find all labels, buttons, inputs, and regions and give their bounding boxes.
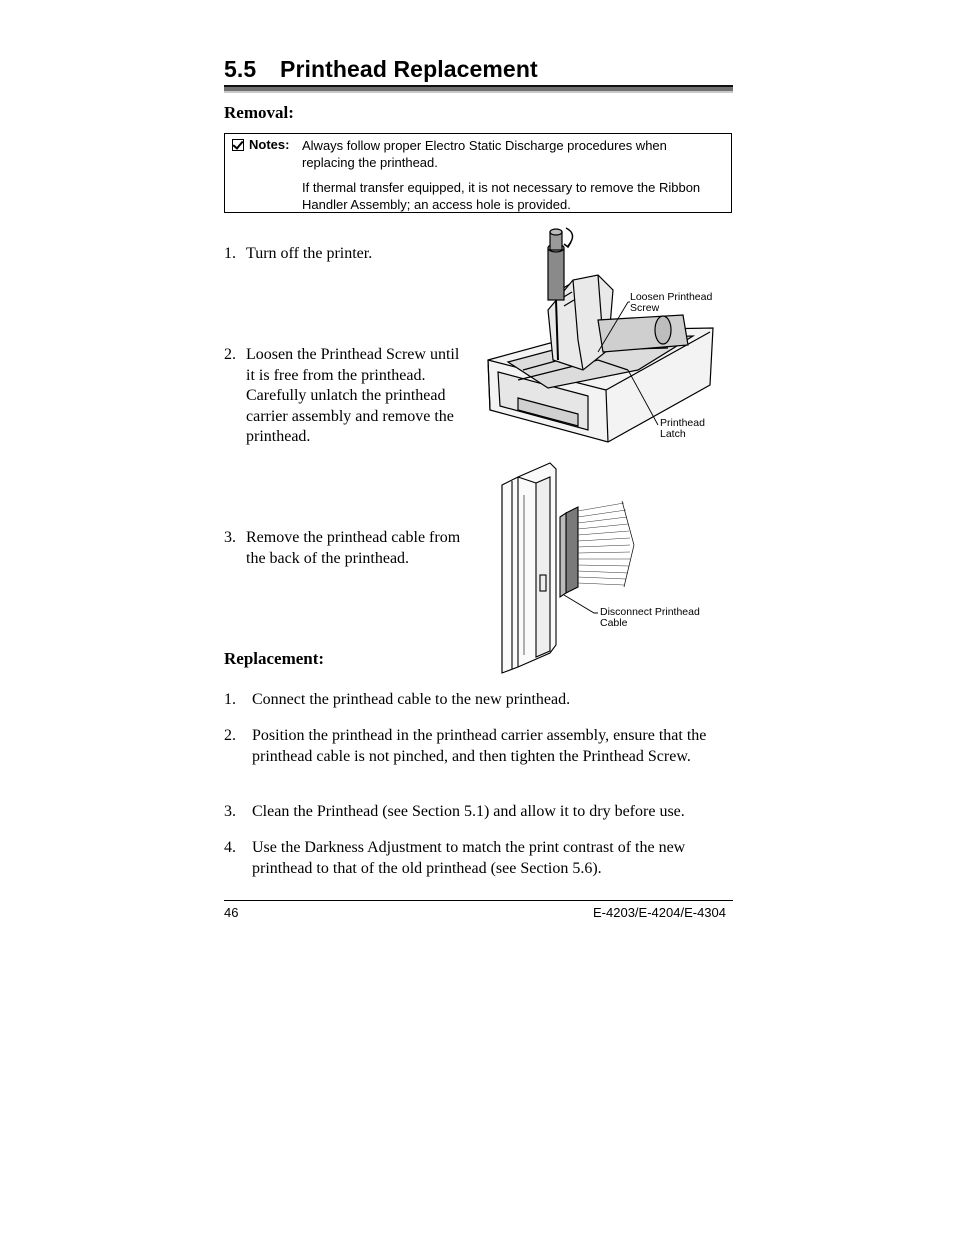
printer-illustration [478,220,734,450]
step-text: Turn off the printer. [246,245,373,262]
step-text: Loosen the Printhead Screw until it is free from the printhead. Carefully unlatch the printhead carrier assembly and remove the printhead. [246,346,460,445]
notes-label-text: Notes: [249,137,290,152]
step-text: Use the Darkness Adjustment to match the print contrast of the new printhead to that of the old printhead (see Section 5.6). [252,839,686,877]
section-title-text: Printhead Replacement [280,56,538,82]
step-number: 2. [224,727,236,744]
replacement-step [224,690,724,712]
step-number: 3. [224,803,236,820]
notes-box [224,133,732,213]
replacement-step [224,802,724,824]
note-item: If thermal transfer equipped, it is not necessary to remove the Ribbon Handler Assembly; an access hole is provided. [302,180,701,212]
step-number: 2. [224,346,236,363]
section-title [224,56,538,83]
step-number: 4. [224,839,236,856]
title-rule-line [224,85,733,87]
step-number: 1. [224,245,236,262]
section-number: 5.5 [224,56,257,82]
callout-cable-line2: Cable [600,617,628,629]
step-text: Remove the printhead cable from the back of the printhead. [246,529,461,567]
page-number: 46 [224,905,239,920]
replacement-heading: Replacement: [224,649,325,668]
note-item: Always follow proper Electro Static Discharge procedures when replacing the printhead. [302,138,667,170]
removal-heading: Removal: [224,103,294,122]
callout-latch-line2: Latch [660,428,686,440]
checkbox-icon [232,139,244,151]
title-rule [224,86,733,93]
step-number: 3. [224,529,236,546]
printhead-illustration [494,455,734,683]
callout-cable-line1: Disconnect Printhead [600,606,700,618]
step-text: Clean the Printhead (see Section 5.1) and allow it to dry before use. [252,803,685,820]
replacement-step [224,726,724,790]
callout-loosen-screw-line1: Loosen Printhead [630,291,713,303]
removal-step [224,244,474,266]
step-text: Position the printhead in the printhead carrier assembly, ensure that the printhead cable is not pinched, and then tighten the Printhead Screw. [252,727,707,765]
removal-step [224,528,474,572]
model-number: E-4203/E-4204/E-4304 [593,905,726,920]
callout-latch-line1: Printhead [660,417,705,429]
step-number: 1. [224,691,236,708]
removal-step [224,345,474,450]
callout-loosen-screw-line2: Screw [630,302,660,314]
notes-label [232,137,289,152]
footer-rule [224,900,733,901]
replacement-step [224,838,724,882]
step-text: Connect the printhead cable to the new printhead. [252,691,571,708]
